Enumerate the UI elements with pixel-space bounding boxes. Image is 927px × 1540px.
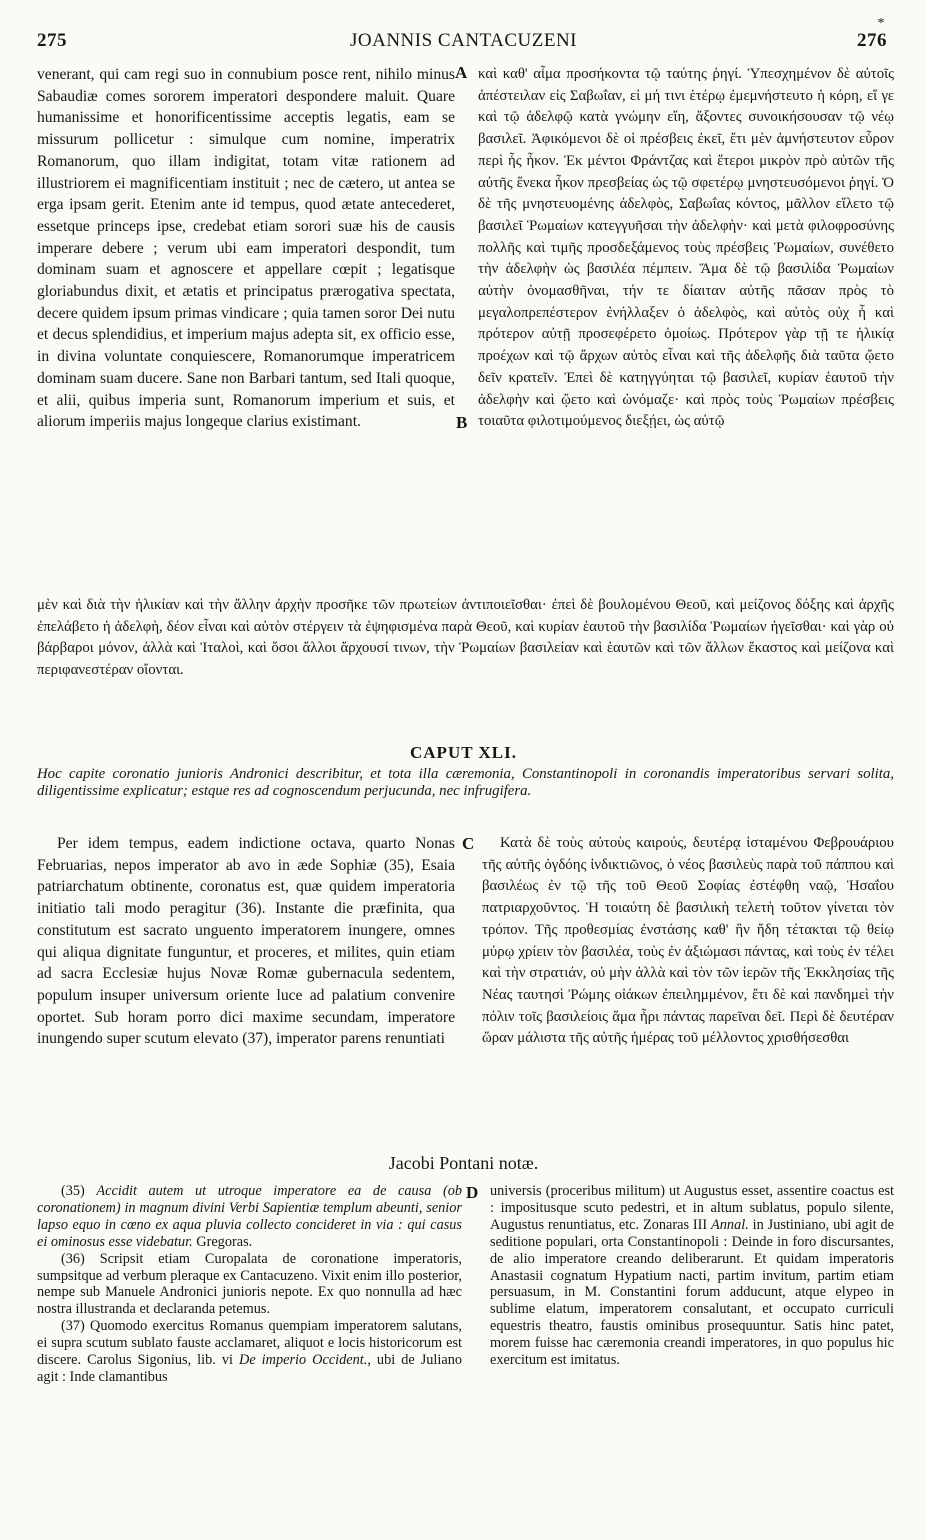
margin-marker-b: B: [456, 413, 468, 432]
page-number-left: 275: [37, 30, 67, 51]
notes-right-column: [490, 1183, 894, 1369]
latin-paragraph-2: Per idem tempus, eadem indictione octava, quarto Nonas Februarias, nepos imperator ab avo in æde Sophiæ (35), Esaia patriarchatum obtinente, coronatus est, quæ quidem imperatoria initiatio tali modo peragitur (36). Instante die præfinita, qua constitutum est sacrato unguento imperatorem inungere, omnes qui aliqua dignitate funguntur, et proceres, et milites, quin etiam ad sacra Ecclesiæ hujus Novæ Romæ gubernacula sedentem, populum insuper universum oriente luce ad palatium convenire oportet. Sub horam porro dici maxime secundam, imperatore inungendo super scutum elevato (37), imperator parens renuntiati: [37, 835, 455, 1048]
note-35-source: Gregoras.: [196, 1233, 253, 1250]
note-35: [37, 1183, 462, 1251]
signature-mark: *: [877, 16, 885, 31]
greek-paragraph-2: Κατὰ δὲ τοὺς αὐτοὺς καιρούς, δευτέρᾳ ἱσταμένου Φεβρουάριου τῆς αὐτῆς ὀγδόης ἰνδικτιῶνος, ὁ νέος βασιλεὺς παρὰ τοῦ πάππου καὶ βασιλέως ἐν τῷ τῆς τοῦ Θεοῦ Σοφίας ἐστέφθη ναῷ, Ἡσαΐου πατριαρχοῦντος. Ἡ τοιαύτη δὲ βασιλικὴ τελετὴ τοῦτον γίνεται τὸν τρόπον. Τῆς προθεσμίας ἐνστάσης καθ' ἣν ἤδη τέτακται τῷ θείῳ μύρῳ χρίειν τὸν βασιλέα, τοὺς ἐν ἀξιώμασι πάντας, καὶ τοὺς ἐν τέλει καὶ τὴν στρατιάν, οὐ μὴν ἀλλὰ καὶ τὸν τῶν ἱερῶν τῆς Ἐκκλησίας τῆς Νέας ταυτησὶ Ῥώμης οἰάκων ἐπειλημμένον, ἔτι δὲ καὶ πανδημεὶ τὴν πόλιν τοῖς βασιλείοις ἅμα ἦρι πάντας παρεῖναι δεῖ. Περὶ δὲ δευτέραν ὥραν μάλιστα τῆς αὐτῆς ἡμέρας τοῦ μέλλοντος χρισθήσεσθαι: [482, 835, 894, 1047]
greek-paragraph: καὶ καθ' αἷμα προσήκοντα τῷ ταύτης ῥηγί. Ὑπεσχημένον δὲ αὐτοῖς ἀπέστειλαν εἰς Σαβωΐαν, εἰ μή τινι ἑτέρῳ ἐμεμνήστευτο ἡ κόρη, εἴ γε καὶ τῷ ἀδελφῷ κατὰ γνώμην εἴη, ἄξοντες συνοικήσουσαν τῷ νέῳ βασιλεῖ. Ἀφικόμενοι δὲ οἱ πρέσβεις ἐκεῖ, ἔτι μὲν ἀμνήστευτον εὗρον περὶ ἧς ἧκον. Ἐκ μέντοι Φράντζας καὶ ἕτεροι μικρὸν πρὸ αὐτῶν τῆς αὐτῆς ἕνεκα ἧκον πρεσβείας ὡς τῷ σφετέρῳ μνηστευσόμενοι ῥηγί. Ὁ δὲ τῆς μνηστευομένης ἀδελφὸς, Σαβωΐας κόντος, μᾶλλον εἵλετο τῷ βασιλεῖ Ῥωμαίων κατεγγυῆσαι τὴν ἀδελφὴν· καὶ μετὰ φιλοφροσύνης πολλῆς καὶ τιμῆς προσδεξάμενος τοὺς πρέσβεις Ῥωμαίων, συνέθετο τὴν ἀδελφὴν ὡς βασιλέα πέμπειν. Ἅμα δὲ τῷ βασιλίδα Ῥωμαίων αὐτὴν ὀνομασθῆναι, τήν τε δίαιταν αὐτῆς πᾶσαν πρὸς τὸ μεγαλοπρεπέστερον ἐνήλλαξεν ὁ ἀδελφὸς, καὶ αὐτὸς οὐχ ἧ καὶ πρότερον αὐτῇ προσεφέρετο ὁμοίως. Πρότερον γὰρ τῇ τε ἡλικίᾳ προέχων καὶ τῷ ἄρχων αὐτὸς εἶναι καὶ τῆς ἀδελφῆς διὰ ταῦτα ᾤετο δεῖν κρατεῖν. Ἐπεὶ δὲ κατηγγύηται τῷ βασιλεῖ, κυρίαν ἑαυτοῦ τὴν ἀδελφὴν καὶ ᾤετο καὶ ὠνόμαζε· καὶ πρὸς τοὺς Ῥωμαίων πρέσβεις τοιαῦτα φιλοτιμούμενος διεξῄει, ὡς αὐτῷ: [478, 66, 894, 430]
note-37-text: (37) Quomodo exercitus Romanus quempiam imperatorem salutans, ei supra scutum sublato fauste acclamaret, aliquot e locis historicorum est discere. Carolus Sigonius, lib. vi: [37, 1318, 462, 1369]
page-number-right: 276: [857, 30, 887, 51]
note-37: [37, 1318, 462, 1386]
greek-paragraph-continued: μὲν καὶ διὰ τὴν ἡλικίαν καὶ τὴν ἄλλην ἀρχὴν προσῆκε τῶν πρωτείων ἀντιποιεῖσθαι· ἐπεὶ δὲ βουλομένου Θεοῦ, καὶ μείζονος δόξης καὶ ἀρχῆς ἐπελάβετο ἡ ἀδελφὴ, δέον εἶναι καὶ αὐτὸν στέργειν τὰ ἐψηφισμένα παρὰ Θεοῦ, καὶ κυρίαν ἑαυτοῦ τὴν βασιλίδα Ῥωμαίων ἡγεῖσθαι· καὶ γὰρ οὐ βάρβαροι μόνον, ἀλλὰ καὶ Ἰταλοὶ, καὶ ὅσοι ἄλλοι ἄρχουσί τινων, τὴν Ῥωμαίων βασιλείαν καὶ ἑαυτῶν καὶ τῶν ἄλλων ἕκαστος καὶ μείζονα καὶ περιφανεστέραν οἴονται.: [37, 597, 894, 678]
chapter-summary: Hoc capite coronatio junioris Andronici describitur, et tota illa cæremonia, Constantinopoli in coronandis imperatoribus servari solita, diligentissime explicatur; estque res ad cognoscendum perjucunda, nec infrugifera.: [37, 766, 894, 799]
running-header: [0, 16, 927, 60]
margin-marker-c: C: [462, 834, 475, 853]
latin-column-bottom: [37, 833, 455, 1050]
latin-column-top: [37, 64, 455, 433]
note-35-text: Accidit autem ut utroque imperatore ea de causa (ob coronationem) in magnum divini Verbi Sapientiæ templum abeunti, senior lapso equo in cœno ex aqua pluvia collecto concideret in via : qui casus ei ominosus esse videbatur.: [37, 1183, 462, 1250]
note-37-right-a: universis (proceribus militum) ut Augustus esset, assentire coactus est : impositusque scuto pedestri, et in altum sublatus, populo silente, Augustus renuntiatus, etc. Zonaras III: [490, 1183, 894, 1233]
notes-heading: Jacobi Pontani notæ.: [388, 1153, 539, 1173]
margin-marker-d: D: [466, 1183, 479, 1202]
note-37-continued: [490, 1183, 894, 1369]
note-35-number: (35): [61, 1183, 85, 1199]
note-37-annal: Annal.: [711, 1216, 749, 1233]
note-37-work-title: De imperio Occident.: [239, 1352, 368, 1369]
notes-left-column: [37, 1183, 462, 1386]
latin-paragraph: venerant, qui cam regi suo in connubium posce rent, nihilo minus Sabaudiæ comes sororem imperatori despondere maluit. Quare humanissime et honorificentissime acceptis legatis, eam se missurum pollicetur : simulque cum nomine, imperatrix Romanorum, quo illam indigitat, totam vitæ rationem ad illustriorem ei magnificentiam instituit ; nec de cætero, ut antea se erga ipsam gerit. Etenim ante id tempus, quod ætate antecederet, essetque princeps ipse, credebat etiam sorori suæ his de causis imperare debere ; verum ubi eam imperatori despondit, tum dominam suam et agnoscere et appellare cœpit ; legatisque gloriabundus dixit, et ætatis et principatus prærogativa spectata, decere quidem ipsum primas vindicare ; quia tamen soror Dei nutu et decus splendidius, et imperium majus adepta sit, ex officio esse, in divina voluntate conquiescere, Romanorumque imperatricem dominam suam ducere. Sane non Barbari tantum, sed Itali quoque, et alii, quibus imperia sunt, Romanorum imperium et suis, et aliorum imperiis majus longeque clarius existimant.: [37, 66, 455, 431]
greek-full-width-text: [37, 595, 894, 681]
greek-column-top: [478, 64, 894, 433]
margin-marker-a: A: [455, 63, 468, 82]
greek-column-bottom: [482, 833, 894, 1050]
running-title: JOANNIS CANTACUZENI: [350, 30, 577, 51]
note-36: (36) Scripsit etiam Curopalata de coronatione imperatoris, sumpsitque ad verbum pleraque ex Cantacuzeno. Vixit enim illo posterior, nempe sub Manuele Andronici junioris nepote. Ex quo nonnulla ad hæc nostra illustranda et declaranda petemus.: [37, 1250, 462, 1318]
chapter-title: CAPUT XLI.: [410, 743, 517, 762]
note-37-text-cont: , ubi de Juliano agit : Inde clamantibus: [37, 1352, 463, 1385]
note-37-right-b: in Justiniano, ubi agit de seditione populari, orta Constantinopoli : Deinde in foro discursantes, de alio imperatore creando deliberarunt. Et quidam imperatoris Anastasii cognatum Hypatium nacti, partim invitum, partim etiam persuasum, in M. Constantini forum adducunt, atque elypeo in sublime elatum, imperatorem consalutant, et occupato curriculi equestris theatro, faustis ominibus prosequuntur. Satis hinc patet, morem fuisse hac cæremonia creandi imperatores, in quo populus hic exercitum est imitatus.: [490, 1216, 895, 1369]
